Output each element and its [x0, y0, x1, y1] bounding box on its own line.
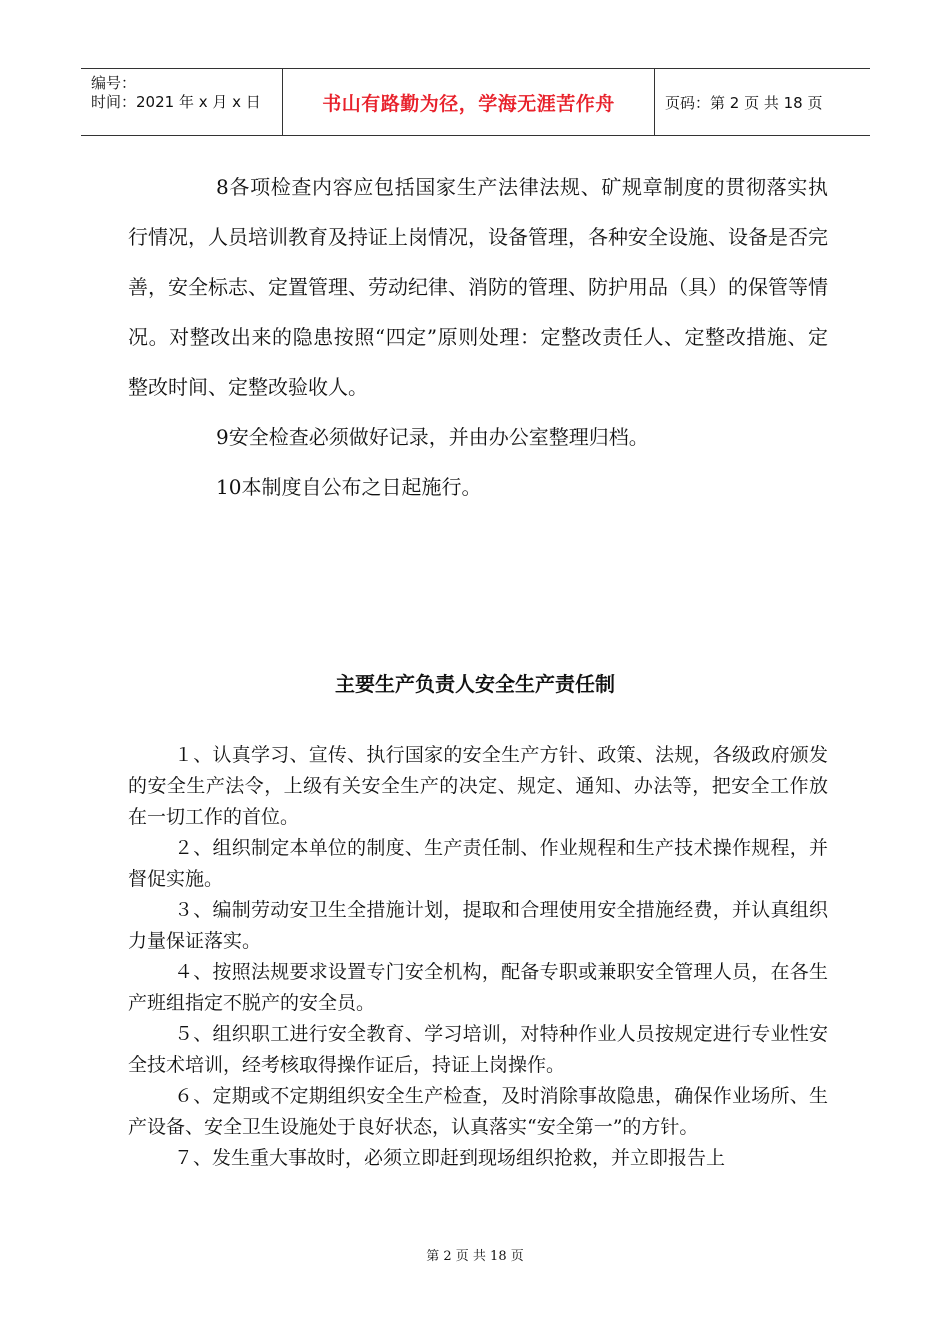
item-9	[128, 412, 828, 462]
code-label: 编号：	[91, 74, 137, 92]
header-meta	[81, 69, 283, 135]
item-9-text: 安全检查必须做好记录，并由办公室整理归档。	[228, 425, 649, 449]
item-8	[128, 162, 828, 412]
page-footer: 第 2 页 共 18 页	[426, 1249, 524, 1264]
item-10-number: 10	[216, 475, 242, 499]
page-info-text: 页码：第 2 页 共 18 页	[665, 93, 823, 112]
date-label: 时间：2021 年 x 月 x 日	[91, 93, 261, 111]
section-title: 主要生产负责人安全生产责任制	[335, 672, 615, 696]
responsibility-item: ２、组织制定本单位的制度、生产责任制、作业规程和生产技术操作规程，并督促实施。	[128, 837, 828, 890]
header-page-info	[655, 69, 870, 135]
item-8-text: 各项检查内容应包括国家生产法律法规、矿规章制度的贯彻落实执行情况，人员培训教育及持证上岗情况，设备管理，各种安全设施、设备是否完善，安全标志、定置管理、劳动纪律、消防的管理、防护用品（具）的保管等情况。对整改出来的隐患按照“四定”原则处理：定整改责任人、定整改措施、定整改时间、定整改验收人。	[128, 175, 828, 399]
header-motto-cell	[283, 69, 655, 135]
responsibility-section	[128, 740, 828, 1174]
item-10	[128, 462, 828, 512]
responsibility-item: ４、按照法规要求设置专门安全机构，配备专职或兼职安全管理人员，在各生产班组指定不脱产的安全员。	[128, 961, 828, 1014]
motto-text: 书山有路勤为径，学海无涯苦作舟	[322, 92, 615, 115]
responsibility-item: ３、编制劳动安卫生全措施计划，提取和合理使用安全措施经费，并认真组织力量保证落实。	[128, 899, 828, 952]
responsibility-item: ５、组织职工进行安全教育、学习培训，对特种作业人员按规定进行专业性安全技术培训，经考核取得操作证后，持证上岗操作。	[128, 1023, 828, 1076]
responsibility-item: ６、定期或不定期组织安全生产检查，及时消除事故隐患，确保作业场所、生产设备、安全卫生设施处于良好状态，认真落实“安全第一”的方针。	[128, 1085, 828, 1138]
responsibility-item: ７、发生重大事故时，必须立即赶到现场组织抢救，并立即报告上	[174, 1147, 726, 1169]
page-header	[81, 68, 870, 136]
responsibility-item: １、认真学习、宣传、执行国家的安全生产方针、政策、法规，各级政府颁发的安全生产法令，上级有关安全生产的决定、规定、通知、办法等，把安全工作放在一切工作的首位。	[128, 744, 828, 828]
item-8-number: 8	[216, 175, 229, 199]
item-9-number: 9	[216, 425, 229, 449]
inspection-section	[128, 162, 828, 512]
item-10-text: 本制度自公布之日起施行。	[241, 475, 482, 499]
